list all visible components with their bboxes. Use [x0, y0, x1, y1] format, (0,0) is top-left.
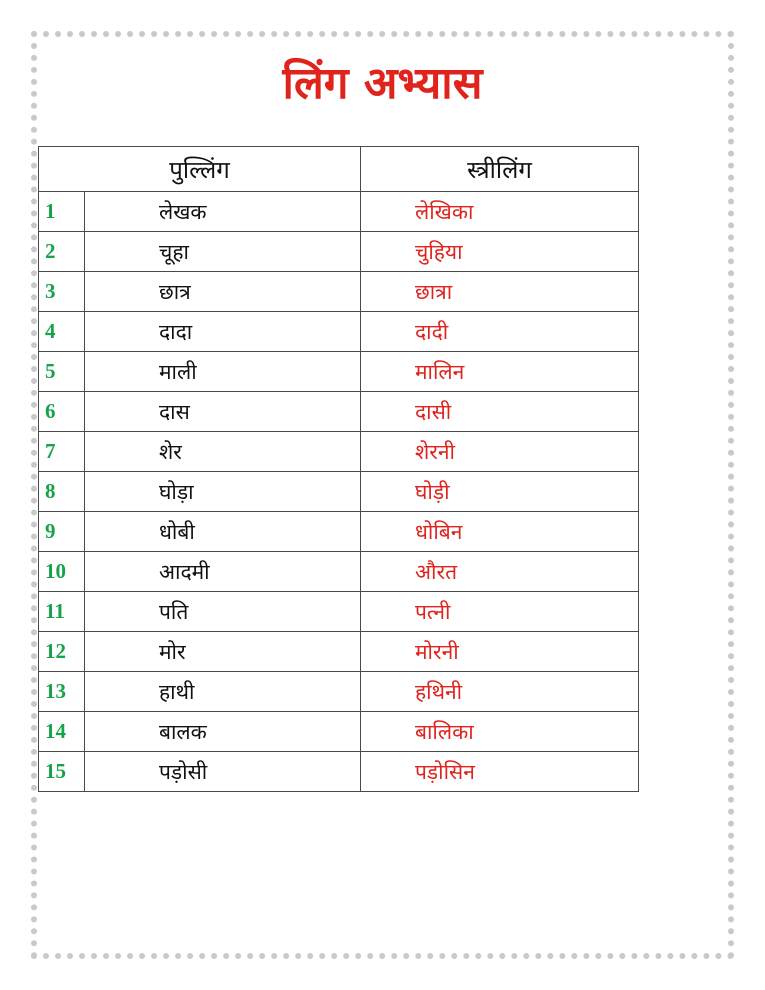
feminine-word: हथिनी [361, 672, 639, 712]
row-number: 12 [39, 632, 85, 672]
page-title: लिंग अभ्यास [282, 58, 483, 109]
table-header-row [39, 147, 639, 192]
table-row [39, 272, 639, 312]
masculine-word: पति [85, 592, 361, 632]
masculine-word: बालक [85, 712, 361, 752]
row-number: 1 [39, 192, 85, 232]
row-number: 7 [39, 432, 85, 472]
row-number: 14 [39, 712, 85, 752]
masculine-column-header: पुल्लिंग [39, 147, 361, 192]
row-number: 2 [39, 232, 85, 272]
feminine-word: दादी [361, 312, 639, 352]
table-row [39, 552, 639, 592]
row-number: 5 [39, 352, 85, 392]
row-number: 8 [39, 472, 85, 512]
table-row [39, 432, 639, 472]
masculine-word: छात्र [85, 272, 361, 312]
table-row [39, 512, 639, 552]
feminine-word: औरत [361, 552, 639, 592]
row-number: 6 [39, 392, 85, 432]
masculine-word: लेखक [85, 192, 361, 232]
feminine-word: मालिन [361, 352, 639, 392]
masculine-word: पड़ोसी [85, 752, 361, 792]
masculine-word: मोर [85, 632, 361, 672]
feminine-word: शेरनी [361, 432, 639, 472]
feminine-word: पत्नी [361, 592, 639, 632]
table-row [39, 312, 639, 352]
feminine-column-header: स्त्रीलिंग [361, 147, 639, 192]
row-number: 3 [39, 272, 85, 312]
masculine-word: माली [85, 352, 361, 392]
masculine-word: शेर [85, 432, 361, 472]
feminine-word: छात्रा [361, 272, 639, 312]
feminine-word: लेखिका [361, 192, 639, 232]
table-row [39, 632, 639, 672]
row-number: 11 [39, 592, 85, 632]
masculine-word: दास [85, 392, 361, 432]
feminine-word: बालिका [361, 712, 639, 752]
table-row [39, 392, 639, 432]
row-number: 4 [39, 312, 85, 352]
row-number: 9 [39, 512, 85, 552]
table-row [39, 592, 639, 632]
table-body [39, 192, 639, 792]
row-number: 15 [39, 752, 85, 792]
table-row [39, 472, 639, 512]
feminine-word: धोबिन [361, 512, 639, 552]
table-row [39, 672, 639, 712]
table-row [39, 232, 639, 272]
table-row [39, 192, 639, 232]
masculine-word: धोबी [85, 512, 361, 552]
row-number: 10 [39, 552, 85, 592]
table-row [39, 752, 639, 792]
masculine-word: हाथी [85, 672, 361, 712]
feminine-word: दासी [361, 392, 639, 432]
masculine-word: दादा [85, 312, 361, 352]
masculine-word: घोड़ा [85, 472, 361, 512]
feminine-word: चुहिया [361, 232, 639, 272]
table-row [39, 352, 639, 392]
table-row [39, 712, 639, 752]
feminine-word: मोरनी [361, 632, 639, 672]
row-number: 13 [39, 672, 85, 712]
masculine-word: आदमी [85, 552, 361, 592]
feminine-word: घोड़ी [361, 472, 639, 512]
feminine-word: पड़ोसिन [361, 752, 639, 792]
gender-exercise-table [38, 146, 639, 792]
masculine-word: चूहा [85, 232, 361, 272]
